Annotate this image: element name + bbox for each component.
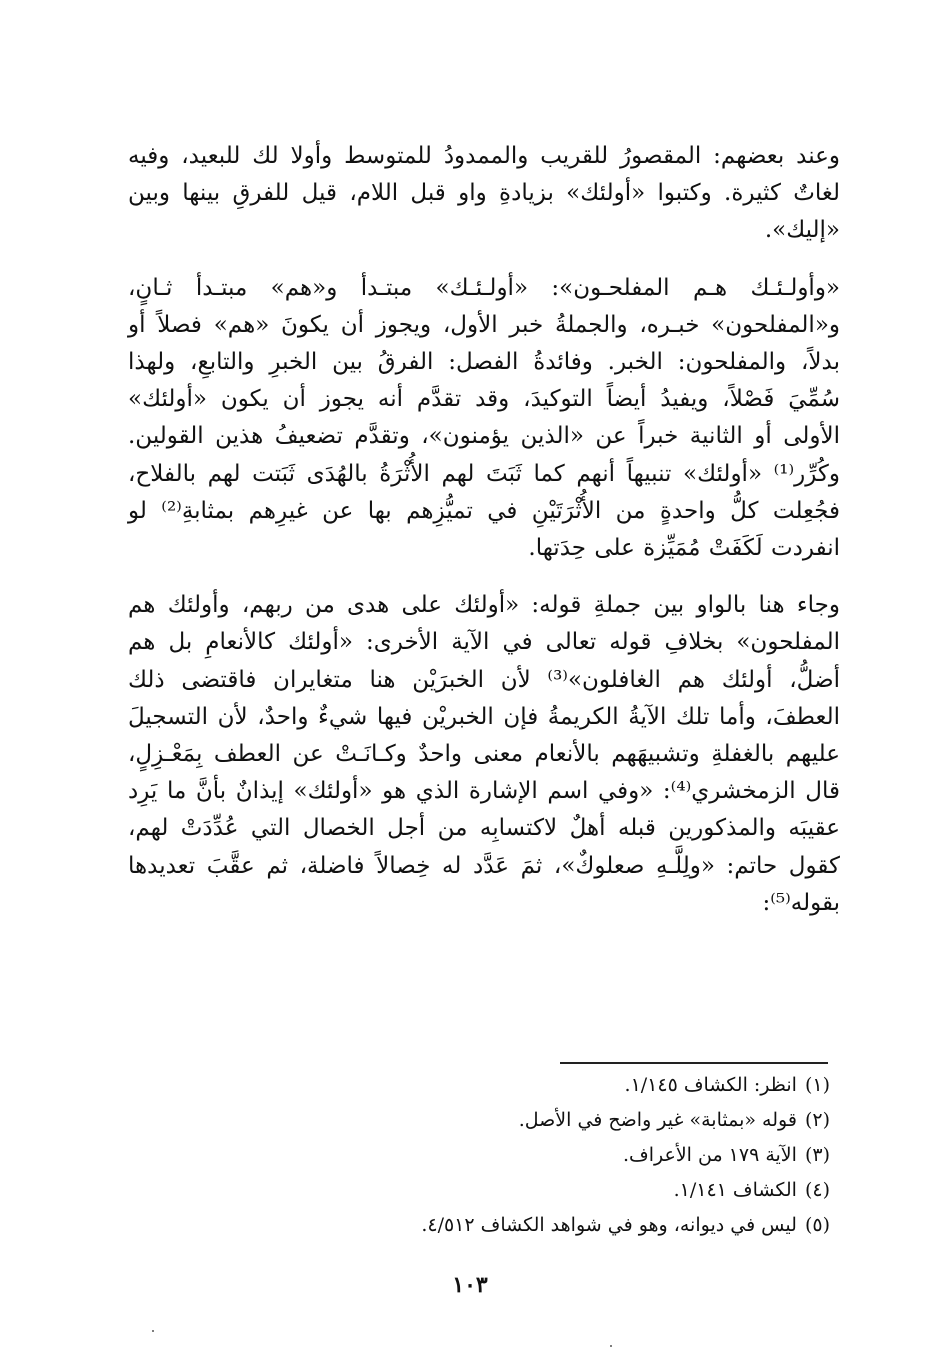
paragraph-gap bbox=[128, 567, 840, 587]
paragraph-gap bbox=[128, 250, 840, 270]
scan-speck bbox=[610, 1345, 612, 1347]
paragraph-3: وجاء هنا بالواو بين جملةِ قوله: «أولئك على هدى من ربهم، وأولئك هم المفلحون» بخلافِ قوله تعالى في الآية الأخرى: «أولئك كالأنعامِ بل هم أضلُّ، أولئك هم الغافلون»⁽³⁾ لأن الخبرَيْن هنا متغايران فاقتضى ذلك العطفَ، وأما تلك الآيةُ الكريمةُ فإن الخبريْن فيها شيءٌ واحدٌ، لأن التسجيلَ عليهم بالغفلةِ وتشبيهَهم بالأنعام معنى واحدٌ وكـانَـتْ عن العطف بِمَعْـزِلٍ، قال الزمخشري⁽⁴⁾: «وفي اسم الإشارة الذي هو «أولئك» إيذانٌ بأنَّ ما يَرِد عقيبَه والمذكورين قبله أهلٌ لاكتسابِه من أجل الخصال التي عُدِّدَتْ لهم، كقول حاتم: «ولِلَّـهِ صعلوكٌ»، ثمَ عَدَّد له خِصالاً فاضلة، ثم عقَّبَ تعديدها بقوله⁽⁵⁾: bbox=[128, 592, 841, 916]
main-text bbox=[128, 138, 840, 922]
footnote-text: ليس في ديوانه، وهو في شواهد الكشاف ٤/٥١٢. bbox=[421, 1214, 797, 1236]
footnote-item bbox=[300, 1103, 830, 1138]
paragraph-2: «وأولـئـك هـم المفلحـون»: «أولـئـك» مبتـدأ و«هم» مبتـدأ ثـانٍ، و«المفلحون» خبـره، والجملةُ خبر الأول، ويجوز أن يكونَ «هم» فصلاً أو بدلاً، والمفلحون: الخبر. وفائدةُ الفصل: الفرقُ بين الخبرِ والتابعِ، ولهذا سُمِّيَ فَصْلاً، ويفيدُ أيضاً التوكيدَ، وقد تقدَّم أنه يجوز أن يكون «أولئك» الأولى أو الثانية خبراً عن «الذين يؤمنون»، وتقدَّم تضعيفُ هذين القولين. وكُرِّر⁽¹⁾ «أولئك» تنبيهاً أنهم كما ثَبَتَ لهم الأُثْرَةُ بالهُدَى ثَبَتت لهم بالفلاح، فجُعِلت كلُّ واحدةٍ من الأُثْرَتَيْنِ في تميُّزِهم بها عن غيرِهم بمثابةِ⁽²⁾ لو انفردت لَكَفَتْ مُمَيِّزة على حِدَتها. bbox=[128, 274, 840, 562]
paragraph-1: وعند بعضهم: المقصورُ للقريب والممدودُ للمتوسط وأولا لك للبعيد، وفيه لغاتٌ كثيرة. وكتبوا «أولئك» بزيادةِ واو قبل اللام، قيل للفرقِ بينها وبين «إليك». bbox=[128, 143, 840, 244]
footnote-item bbox=[300, 1138, 830, 1173]
footnote-text: قوله «بمثابة» غير واضح في الأصل. bbox=[518, 1109, 797, 1131]
footnote-number: (٣) bbox=[804, 1144, 830, 1166]
footnote-number: (٢) bbox=[804, 1109, 830, 1131]
scan-speck bbox=[152, 1330, 154, 1332]
footnote-text: الكشاف ١/١٤١. bbox=[673, 1179, 797, 1201]
footnote-number: (٤) bbox=[804, 1179, 830, 1201]
footnotes-list bbox=[300, 1068, 830, 1243]
footnote-item bbox=[300, 1173, 830, 1208]
footnote-text: الآية ١٧٩ من الأعراف. bbox=[623, 1144, 797, 1166]
footnote-number: (١) bbox=[804, 1074, 830, 1096]
footnote-text: انظر: الكشاف ١/١٤٥. bbox=[624, 1074, 797, 1096]
page-number: ١٠٣ bbox=[452, 1272, 488, 1298]
footnote-number: (٥) bbox=[804, 1214, 830, 1236]
footnote-separator bbox=[560, 1062, 828, 1064]
footnote-item bbox=[300, 1068, 830, 1103]
footnote-item bbox=[300, 1208, 830, 1243]
